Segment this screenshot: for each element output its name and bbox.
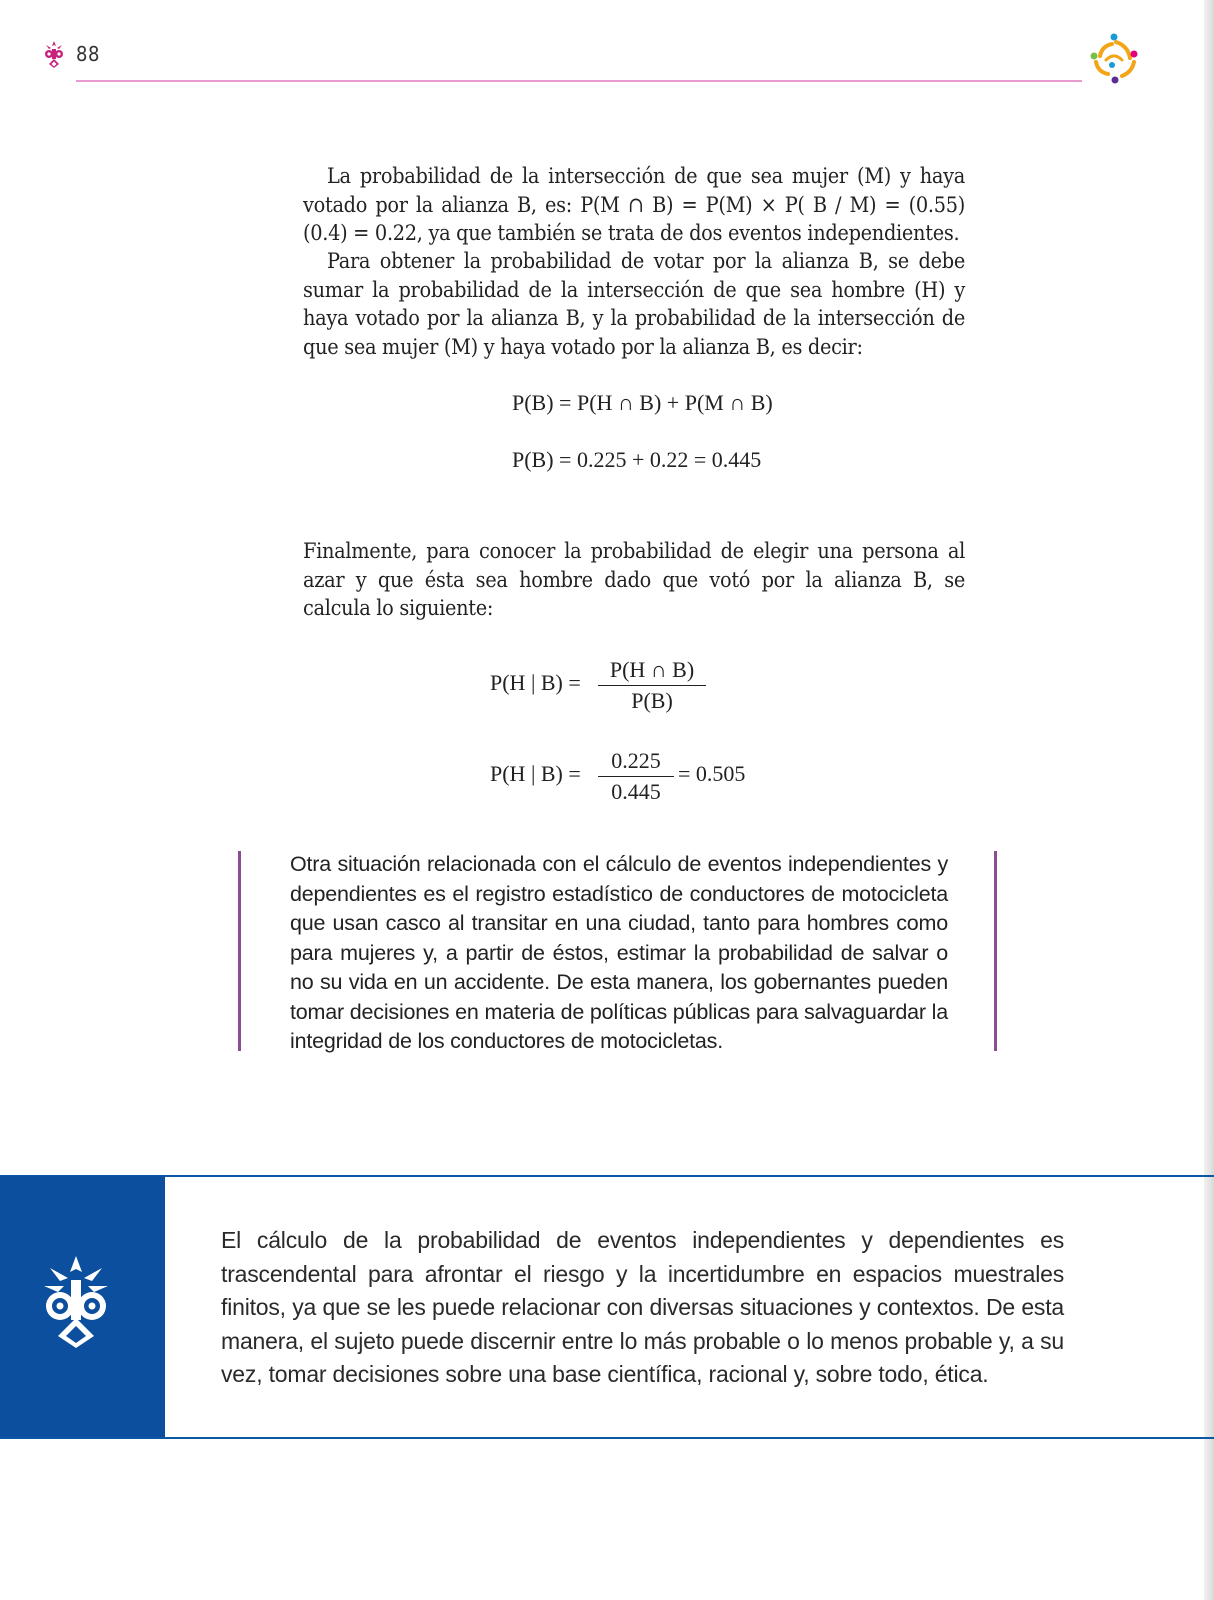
ornament-icon bbox=[42, 40, 66, 68]
equation-conditional-lhs: P(H | B) = bbox=[490, 670, 581, 695]
equation-result-rhs: = 0.505 bbox=[678, 761, 746, 786]
fraction-denominator: 0.445 bbox=[611, 779, 661, 804]
note-text: Otra situación relacionada con el cálculo de eventos independientes y dependientes es el registro estadístico de conductores de motocicleta que usan casco al transitar en una ciudad, tanto para hombres como para mujeres y, a partir de éstos, estimar la probabilidad de salvar o no su vida en un accidente. De esta manera, los gobernantes pueden tomar decisiones en materia de políticas públicas para salvaguardar la integridad de los conductores de motocicletas. bbox=[290, 852, 948, 1053]
paragraph-probability-b: Para obtener la probabilidad de votar por la alianza B, se debe sumar la probabilidad de la intersección de que sea hombre (H) y haya votado por la alianza B, y la probabilidad de la intersección de que sea mujer (M) y haya votado por la alianza B, es decir: bbox=[303, 249, 965, 360]
equation-result-fraction bbox=[598, 748, 674, 805]
note-left-bar bbox=[238, 851, 241, 1051]
page-number: 88 bbox=[76, 42, 100, 66]
page-edge bbox=[1204, 0, 1214, 1600]
equation-result-lhs: P(H | B) = bbox=[490, 761, 581, 786]
fraction-bar bbox=[598, 685, 706, 686]
closing-box-top-rule bbox=[0, 1175, 1214, 1177]
fraction-denominator: P(B) bbox=[631, 688, 673, 713]
fraction-numerator: 0.225 bbox=[611, 748, 661, 773]
header-rule bbox=[76, 80, 1082, 82]
paragraph-intersection-women: La probabilidad de la intersección de que sea mujer (M) y haya votado por la alianza B, es: P(M ∩ B) = P(M) × P( B / M) = (0.55)(0.4) = 0.22, ya que también se trata de dos eventos independientes. bbox=[303, 164, 965, 246]
equation-p-b-sum: P(B) = P(H ∩ B) + P(M ∩ B) bbox=[512, 390, 773, 415]
note-right-bar bbox=[994, 851, 997, 1051]
paragraph-conditional: Finalmente, para conocer la probabilidad de elegir una persona al azar y que ésta sea hombre dado que votó por la alianza B, se calcula lo siguiente: bbox=[303, 539, 965, 621]
ornament-icon bbox=[40, 1256, 112, 1348]
fraction-bar bbox=[598, 776, 674, 777]
fraction-numerator: P(H ∩ B) bbox=[609, 657, 695, 682]
equation-p-b-value: P(B) = 0.225 + 0.22 = 0.445 bbox=[512, 447, 762, 472]
logo-icon bbox=[1086, 32, 1140, 86]
equation-conditional-fraction bbox=[598, 657, 706, 714]
closing-text: El cálculo de la probabilidad de eventos independientes y dependientes es trascendental para afrontar el riesgo y la incertidumbre en espacios muestrales finitos, ya que se les puede relacionar con diversas situaciones y contextos. De esta manera, el sujeto puede discernir entre lo más probable o lo menos probable y, a su vez, tomar decisiones sobre una base científica, racional y, sobre todo, ética. bbox=[221, 1227, 1064, 1387]
closing-box-bottom-rule bbox=[0, 1437, 1214, 1439]
